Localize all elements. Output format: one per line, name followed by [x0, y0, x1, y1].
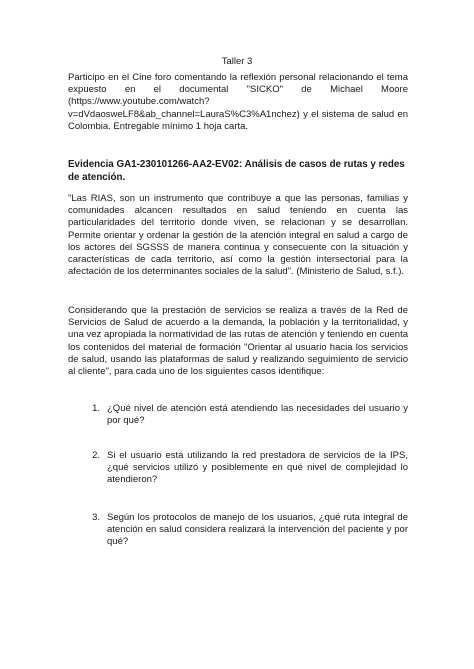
question-item	[92, 403, 408, 427]
question-text: Si el usuario está utilizando la red prestadora de servicios de la IPS, ¿qué servicios utilizó y posiblemente en qué nivel de complejidad lo atendieron?	[107, 450, 408, 486]
question-item	[92, 450, 408, 487]
question-text: Según los protocolos de manejo de los usuarios, ¿qué ruta integral de atención en salud considera realizará la intervención del paciente y por qué?	[107, 512, 408, 548]
document-title: Taller 3	[221, 56, 253, 67]
evidence-heading: Evidencia GA1-230101266-AA2-EV02: Análisis de casos de rutas y redes de atención.	[68, 159, 405, 183]
question-number: 3.	[92, 512, 100, 523]
question-item	[92, 512, 408, 549]
question-number: 1.	[92, 403, 100, 414]
question-number: 2.	[92, 450, 100, 461]
rias-quote-paragraph: "Las RIAS, son un instrumento que contribuye a que las personas, familias y comunidades alcancen resultados en salud teniendo en cuenta las particularidades del territorio donde viven, se relacionan y se desarrollan. Permite orientar y ordenar la gestión de la atención integral en salud a cargo de los actores del SGSSS de manera continua y consecuente con la situación y características de cada territorio, así como la gestión intersectorial para la afectación de los determinantes sociales de la salud". (Ministerio de Salud, s.f.).	[68, 193, 408, 278]
question-text: ¿Qué nivel de atención está atendiendo las necesidades del usuario y por qué?	[107, 403, 408, 427]
context-paragraph: Considerando que la prestación de servicios se realiza a través de la Red de Servicios de Salud de acuerdo a la demanda, la población y la territorialidad, y una vez apropiada la normatividad de las rutas de atención y teniendo en cuenta los contenidos del material de formación "Orientar al usuario hacia los servicios de salud, usando las plataformas de salud y realizando seguimiento de servicio al cliente", para cada uno de los siguientes casos identifique:	[68, 305, 408, 378]
intro-paragraph: Participo en el Cine foro comentando la reflexión personal relacionando el tema expuesto en el documental "SICKO" de Michael Moore (https://www.youtube.com/watch?v=dVdaosweLF8&ab_channel=LauraS%C3%A1nchez) y el sistema de salud en Colombia. Entregable mínimo 1 hoja carta.	[68, 72, 408, 132]
